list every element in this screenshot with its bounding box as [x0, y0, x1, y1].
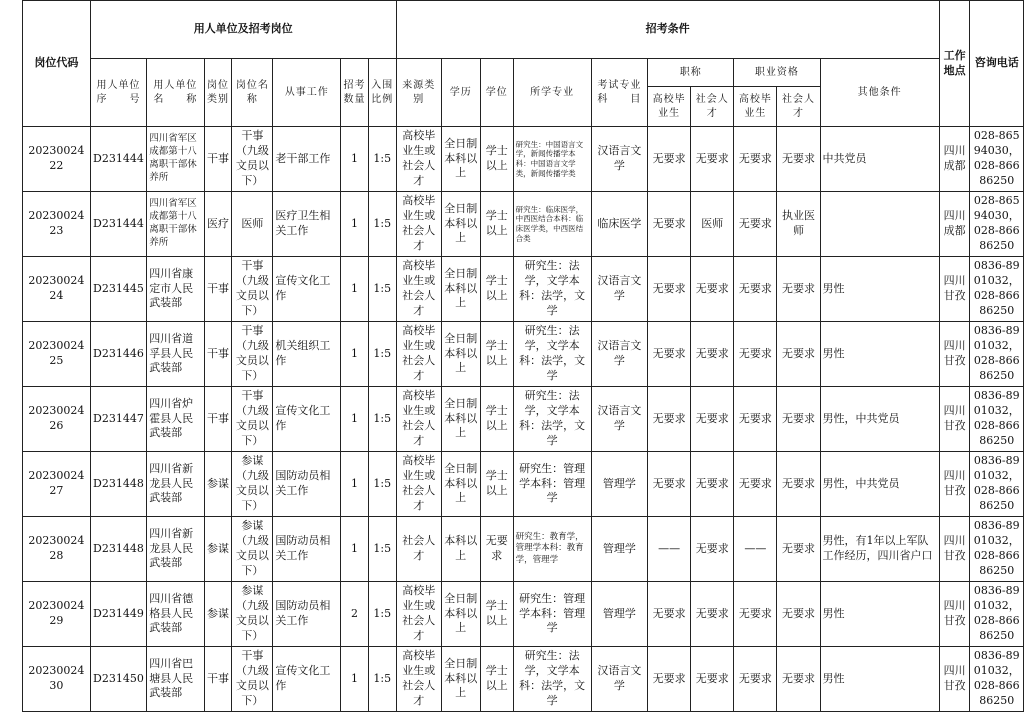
cell-post: 参谋（九级文员以下）: [232, 517, 273, 582]
cell-source: 高校毕业生或社会人才: [396, 582, 441, 647]
cell-unit: 四川省巴塘县人民武装部: [147, 647, 204, 712]
cell-work: 国防动员相关工作: [273, 582, 341, 647]
cell-qual-social: 无要求: [777, 647, 820, 712]
cell-qual-grad: 无要求: [734, 647, 777, 712]
table-row: [23, 192, 1024, 257]
cell-title-grad: 无要求: [648, 647, 691, 712]
table-row: [23, 127, 1024, 192]
cell-other: 男性: [820, 322, 939, 387]
cell-location: 四川甘孜: [939, 582, 970, 647]
cell-source: 高校毕业生或社会人才: [396, 127, 441, 192]
cell-education: 全日制本科以上: [441, 192, 480, 257]
cell-exam-subject: 汉语言文学: [591, 322, 647, 387]
cell-ratio: 1:5: [368, 647, 396, 712]
cell-major: 研究生：临床医学，中西医结合本科：临床医学类，中西医结合类: [513, 192, 591, 257]
header-exam-subject: 考试专业科 目: [591, 59, 647, 127]
cell-code: 2023002425: [23, 322, 91, 387]
header-degree: 学位: [480, 59, 513, 127]
cell-category: 参谋: [204, 452, 232, 517]
cell-title-grad: 无要求: [648, 192, 691, 257]
table-row: [23, 257, 1024, 322]
cell-work: 老干部工作: [273, 127, 341, 192]
cell-qual-grad: 无要求: [734, 127, 777, 192]
cell-category: 干事: [204, 322, 232, 387]
cell-exam-subject: 汉语言文学: [591, 257, 647, 322]
cell-qual-social: 无要求: [777, 452, 820, 517]
cell-title-grad: 无要求: [648, 127, 691, 192]
cell-category: 干事: [204, 127, 232, 192]
cell-exam-subject: 临床医学: [591, 192, 647, 257]
cell-location: 四川甘孜: [939, 517, 970, 582]
cell-unit: 四川省新龙县人民武装部: [147, 452, 204, 517]
header-major: 所学专业: [513, 59, 591, 127]
cell-major: 研究生：法学，文学本科：法学，文学: [513, 647, 591, 712]
cell-count: 1: [341, 257, 369, 322]
header-ratio: 入围比例: [368, 59, 396, 127]
cell-seq: D231449: [90, 582, 146, 647]
cell-count: 1: [341, 452, 369, 517]
cell-location: 四川甘孜: [939, 322, 970, 387]
cell-title-grad: 无要求: [648, 387, 691, 452]
cell-code: 2023002426: [23, 387, 91, 452]
cell-phone: 0836-8901032，028-86686250: [970, 647, 1024, 712]
cell-title-social: 无要求: [691, 647, 734, 712]
cell-category: 干事: [204, 257, 232, 322]
cell-title-social: 无要求: [691, 257, 734, 322]
cell-count: 1: [341, 647, 369, 712]
cell-other: [820, 192, 939, 257]
header-unit-seq: 用人单位序 号: [90, 59, 146, 127]
cell-other: 男性，中共党员: [820, 387, 939, 452]
header-education: 学历: [441, 59, 480, 127]
cell-exam-subject: 汉语言文学: [591, 647, 647, 712]
cell-count: 1: [341, 322, 369, 387]
cell-major: 研究生：中国语言文学，新闻传播学本科：中国语言文学类，新闻传播学类: [513, 127, 591, 192]
cell-education: 全日制本科以上: [441, 452, 480, 517]
cell-ratio: 1:5: [368, 582, 396, 647]
cell-phone: 028-86594030，028-86686250: [970, 192, 1024, 257]
cell-post: 干事（九级文员以下）: [232, 127, 273, 192]
cell-qual-social: 无要求: [777, 257, 820, 322]
cell-code: 2023002428: [23, 517, 91, 582]
cell-exam-subject: 汉语言文学: [591, 127, 647, 192]
cell-phone: 0836-8901032，028-86686250: [970, 322, 1024, 387]
cell-qual-grad: 无要求: [734, 322, 777, 387]
cell-category: 参谋: [204, 582, 232, 647]
cell-location: 四川甘孜: [939, 387, 970, 452]
cell-education: 全日制本科以上: [441, 647, 480, 712]
cell-major: 研究生：管理学本科：管理学: [513, 452, 591, 517]
cell-location: 四川成都: [939, 127, 970, 192]
cell-title-grad: ——: [648, 517, 691, 582]
cell-seq: D231448: [90, 452, 146, 517]
cell-count: 1: [341, 192, 369, 257]
cell-qual-grad: 无要求: [734, 192, 777, 257]
cell-degree: 学士以上: [480, 647, 513, 712]
cell-unit: 四川省军区成都第十八离职干部休养所: [147, 192, 204, 257]
cell-degree: 学士以上: [480, 127, 513, 192]
cell-category: 医疗: [204, 192, 232, 257]
cell-major: 研究生：管理学本科：管理学: [513, 582, 591, 647]
cell-degree: 学士以上: [480, 257, 513, 322]
header-qual-grad: 高校毕业生: [734, 87, 777, 127]
header-work-location: 工作地点: [939, 1, 970, 127]
cell-source: 高校毕业生或社会人才: [396, 257, 441, 322]
cell-work: 国防动员相关工作: [273, 452, 341, 517]
header-unit-group: 用人单位及招考岗位: [90, 1, 396, 59]
cell-other: 男性，有1年以上军队工作经历，四川省户口: [820, 517, 939, 582]
table-row: [23, 517, 1024, 582]
cell-seq: D231444: [90, 127, 146, 192]
cell-qual-grad: 无要求: [734, 257, 777, 322]
cell-education: 全日制本科以上: [441, 257, 480, 322]
cell-degree: 无要求: [480, 517, 513, 582]
header-source: 来源类别: [396, 59, 441, 127]
cell-source: 高校毕业生或社会人才: [396, 192, 441, 257]
cell-title-social: 无要求: [691, 322, 734, 387]
cell-work: 医疗卫生相关工作: [273, 192, 341, 257]
table-row: [23, 387, 1024, 452]
cell-source: 高校毕业生或社会人才: [396, 322, 441, 387]
cell-phone: 028-86594030，028-86686250: [970, 127, 1024, 192]
cell-title-social: 无要求: [691, 127, 734, 192]
cell-phone: 0836-8901032，028-86686250: [970, 582, 1024, 647]
cell-unit: 四川省炉霍县人民武装部: [147, 387, 204, 452]
cell-title-social: 无要求: [691, 582, 734, 647]
cell-qual-social: 无要求: [777, 322, 820, 387]
recruitment-table: [22, 0, 1024, 712]
cell-post: 干事（九级文员以下）: [232, 257, 273, 322]
cell-unit: 四川省德格县人民武装部: [147, 582, 204, 647]
cell-count: 1: [341, 517, 369, 582]
cell-ratio: 1:5: [368, 387, 396, 452]
header-title: 职称: [648, 59, 734, 87]
cell-source: 高校毕业生或社会人才: [396, 647, 441, 712]
cell-education: 全日制本科以上: [441, 322, 480, 387]
cell-unit: 四川省军区成都第十八离职干部休养所: [147, 127, 204, 192]
cell-location: 四川甘孜: [939, 257, 970, 322]
cell-seq: D231444: [90, 192, 146, 257]
cell-unit: 四川省新龙县人民武装部: [147, 517, 204, 582]
cell-source: 高校毕业生或社会人才: [396, 387, 441, 452]
cell-phone: 0836-8901032，028-86686250: [970, 387, 1024, 452]
cell-code: 2023002430: [23, 647, 91, 712]
header-title-grad: 高校毕业生: [648, 87, 691, 127]
cell-degree: 学士以上: [480, 192, 513, 257]
cell-post: 干事（九级文员以下）: [232, 387, 273, 452]
cell-degree: 学士以上: [480, 582, 513, 647]
table-row: [23, 322, 1024, 387]
table-row: [23, 452, 1024, 517]
cell-ratio: 1:5: [368, 322, 396, 387]
cell-work: 宣传文化工作: [273, 387, 341, 452]
cell-unit: 四川省康定市人民武装部: [147, 257, 204, 322]
cell-other: 中共党员: [820, 127, 939, 192]
cell-count: 1: [341, 387, 369, 452]
cell-qual-social: 无要求: [777, 127, 820, 192]
header-post-category: 岗位类别: [204, 59, 232, 127]
cell-category: 干事: [204, 647, 232, 712]
header-unit-name: 用人单位名 称: [147, 59, 204, 127]
header-other: 其他条件: [820, 59, 939, 127]
cell-exam-subject: 管理学: [591, 582, 647, 647]
cell-qual-grad: 无要求: [734, 452, 777, 517]
cell-phone: 0836-8901032，028-86686250: [970, 257, 1024, 322]
cell-title-social: 无要求: [691, 452, 734, 517]
cell-phone: 0836-8901032，028-86686250: [970, 517, 1024, 582]
cell-work: 宣传文化工作: [273, 647, 341, 712]
cell-code: 2023002429: [23, 582, 91, 647]
cell-major: 研究生：教育学，管理学本科：教育学，管理学: [513, 517, 591, 582]
cell-exam-subject: 管理学: [591, 517, 647, 582]
cell-title-social: 无要求: [691, 517, 734, 582]
cell-exam-subject: 管理学: [591, 452, 647, 517]
cell-education: 全日制本科以上: [441, 387, 480, 452]
cell-seq: D231450: [90, 647, 146, 712]
cell-title-social: 医师: [691, 192, 734, 257]
header-qual-social: 社会人才: [777, 87, 820, 127]
cell-exam-subject: 汉语言文学: [591, 387, 647, 452]
cell-education: 本科以上: [441, 517, 480, 582]
cell-category: 参谋: [204, 517, 232, 582]
cell-ratio: 1:5: [368, 452, 396, 517]
cell-phone: 0836-8901032，028-86686250: [970, 452, 1024, 517]
header-post-code: 岗位代码: [23, 1, 91, 127]
cell-title-grad: 无要求: [648, 257, 691, 322]
cell-qual-social: 无要求: [777, 517, 820, 582]
cell-code: 2023002424: [23, 257, 91, 322]
header-conditions-group: 招考条件: [396, 1, 939, 59]
cell-count: 2: [341, 582, 369, 647]
cell-title-social: 无要求: [691, 387, 734, 452]
header-qualification: 职业资格: [734, 59, 820, 87]
cell-location: 四川成都: [939, 192, 970, 257]
cell-work: 机关组织工作: [273, 322, 341, 387]
cell-post: 干事（九级文员以下）: [232, 322, 273, 387]
cell-source: 高校毕业生或社会人才: [396, 452, 441, 517]
cell-code: 2023002427: [23, 452, 91, 517]
cell-ratio: 1:5: [368, 192, 396, 257]
cell-qual-grad: ——: [734, 517, 777, 582]
cell-degree: 学士以上: [480, 452, 513, 517]
cell-unit: 四川省道孚县人民武装部: [147, 322, 204, 387]
cell-work: 国防动员相关工作: [273, 517, 341, 582]
header-count: 招考数量: [341, 59, 369, 127]
cell-qual-social: 无要求: [777, 387, 820, 452]
cell-other: 男性: [820, 647, 939, 712]
cell-degree: 学士以上: [480, 387, 513, 452]
cell-ratio: 1:5: [368, 127, 396, 192]
cell-other: 男性，中共党员: [820, 452, 939, 517]
cell-major: 研究生：法学，文学本科：法学，文学: [513, 387, 591, 452]
header-phone: 咨询电话: [970, 1, 1024, 127]
table-row: [23, 582, 1024, 647]
cell-qual-social: 无要求: [777, 582, 820, 647]
header-work: 从事工作: [273, 59, 341, 127]
cell-work: 宣传文化工作: [273, 257, 341, 322]
cell-title-grad: 无要求: [648, 322, 691, 387]
cell-education: 全日制本科以上: [441, 127, 480, 192]
cell-code: 2023002422: [23, 127, 91, 192]
cell-post: 干事（九级文员以下）: [232, 647, 273, 712]
cell-source: 社会人才: [396, 517, 441, 582]
cell-major: 研究生：法学，文学本科：法学，文学: [513, 322, 591, 387]
cell-qual-social: 执业医师: [777, 192, 820, 257]
cell-education: 全日制本科以上: [441, 582, 480, 647]
cell-ratio: 1:5: [368, 257, 396, 322]
cell-seq: D231447: [90, 387, 146, 452]
header-title-social: 社会人才: [691, 87, 734, 127]
cell-qual-grad: 无要求: [734, 582, 777, 647]
cell-seq: D231445: [90, 257, 146, 322]
cell-location: 四川甘孜: [939, 647, 970, 712]
cell-category: 干事: [204, 387, 232, 452]
cell-post: 参谋（九级文员以下）: [232, 582, 273, 647]
table-row: [23, 647, 1024, 712]
cell-major: 研究生：法学，文学本科：法学，文学: [513, 257, 591, 322]
cell-ratio: 1:5: [368, 517, 396, 582]
cell-other: 男性: [820, 257, 939, 322]
header-post-name: 岗位名称: [232, 59, 273, 127]
cell-seq: D231446: [90, 322, 146, 387]
cell-other: 男性: [820, 582, 939, 647]
cell-degree: 学士以上: [480, 322, 513, 387]
cell-location: 四川甘孜: [939, 452, 970, 517]
cell-qual-grad: 无要求: [734, 387, 777, 452]
cell-post: 参谋（九级文员以下）: [232, 452, 273, 517]
cell-post: 医师: [232, 192, 273, 257]
cell-title-grad: 无要求: [648, 582, 691, 647]
cell-code: 2023002423: [23, 192, 91, 257]
cell-seq: D231448: [90, 517, 146, 582]
cell-title-grad: 无要求: [648, 452, 691, 517]
cell-count: 1: [341, 127, 369, 192]
